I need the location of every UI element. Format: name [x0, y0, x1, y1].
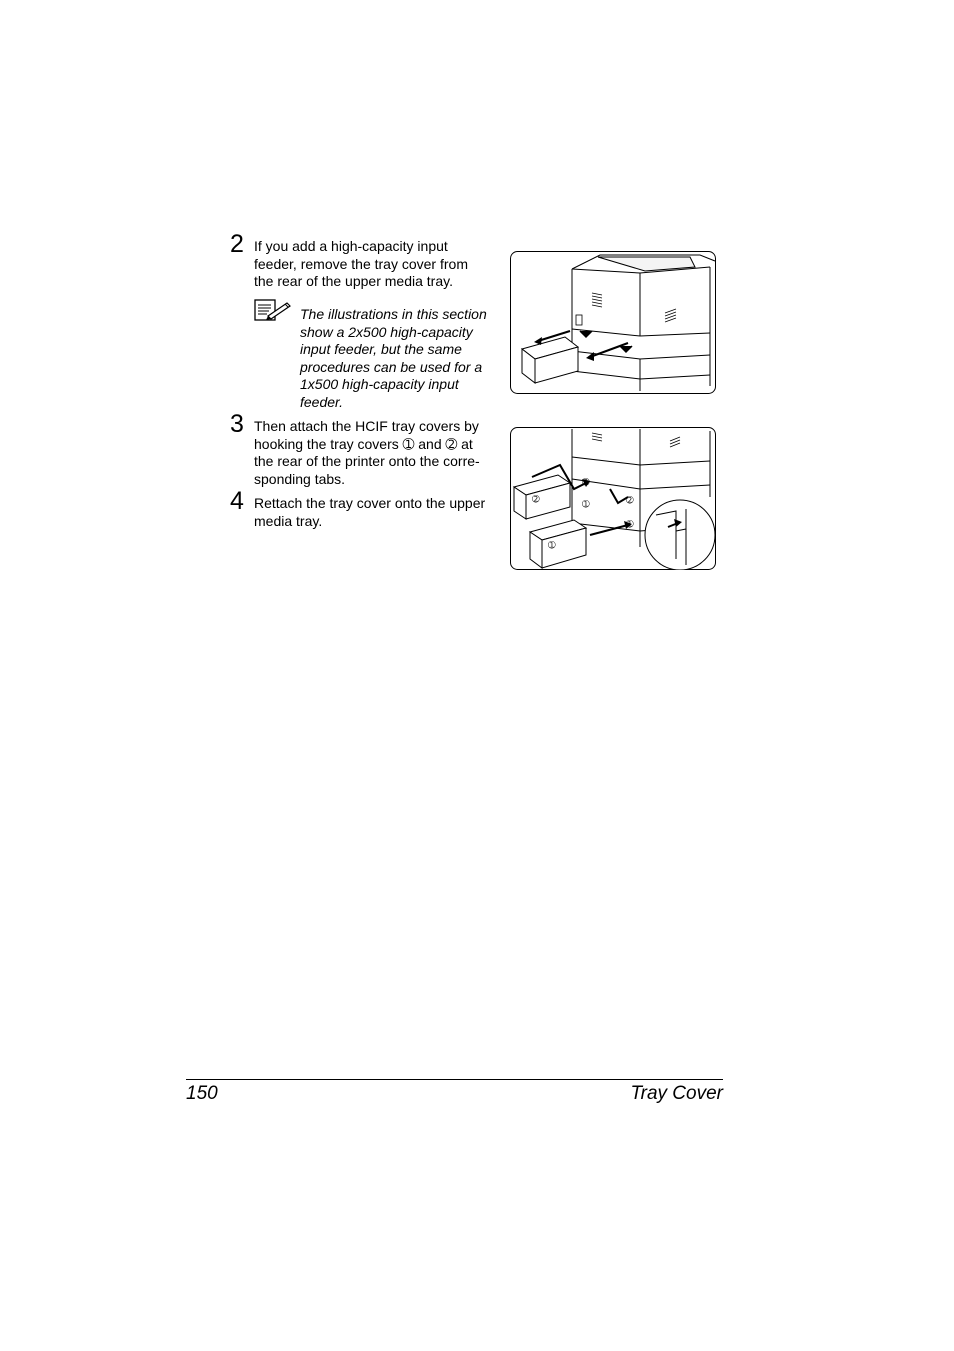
note-text: The illustrations in this section show a 2x500 high-capacity input feeder, but the same procedures can be used for a 1x500 high-capacity input feeder.: [300, 306, 487, 410]
step-number-4: 4: [230, 487, 244, 515]
section-title: Tray Cover: [630, 1083, 723, 1104]
figure-attach-tray-covers: [510, 427, 716, 570]
figure-label: ➀: [626, 520, 634, 530]
step-number-3: 3: [230, 410, 244, 438]
footer-divider: [186, 1079, 723, 1080]
step-text-2: If you add a high-capacity input feeder, remove the tray cover from the rear of the upper media tray.: [254, 238, 468, 290]
step-text-4: Rettach the tray cover onto the upper media tray.: [254, 495, 486, 529]
figure-label: ➀: [582, 500, 590, 510]
page-number: 150: [186, 1083, 218, 1104]
figure-label: ➀: [548, 541, 556, 551]
figure-label: ➁: [532, 495, 540, 505]
step-text-3: Then attach the HCIF tray covers by hooking the tray covers ➀ and ➁ at the rear of the printer onto the corre-sponding tabs.: [254, 418, 480, 487]
figure-label: ➁: [582, 478, 590, 488]
note-pencil-icon: [254, 298, 292, 324]
step-number-2: 2: [230, 230, 244, 258]
figure-label: ➁: [626, 496, 634, 506]
figure-remove-tray-cover: [510, 251, 716, 394]
